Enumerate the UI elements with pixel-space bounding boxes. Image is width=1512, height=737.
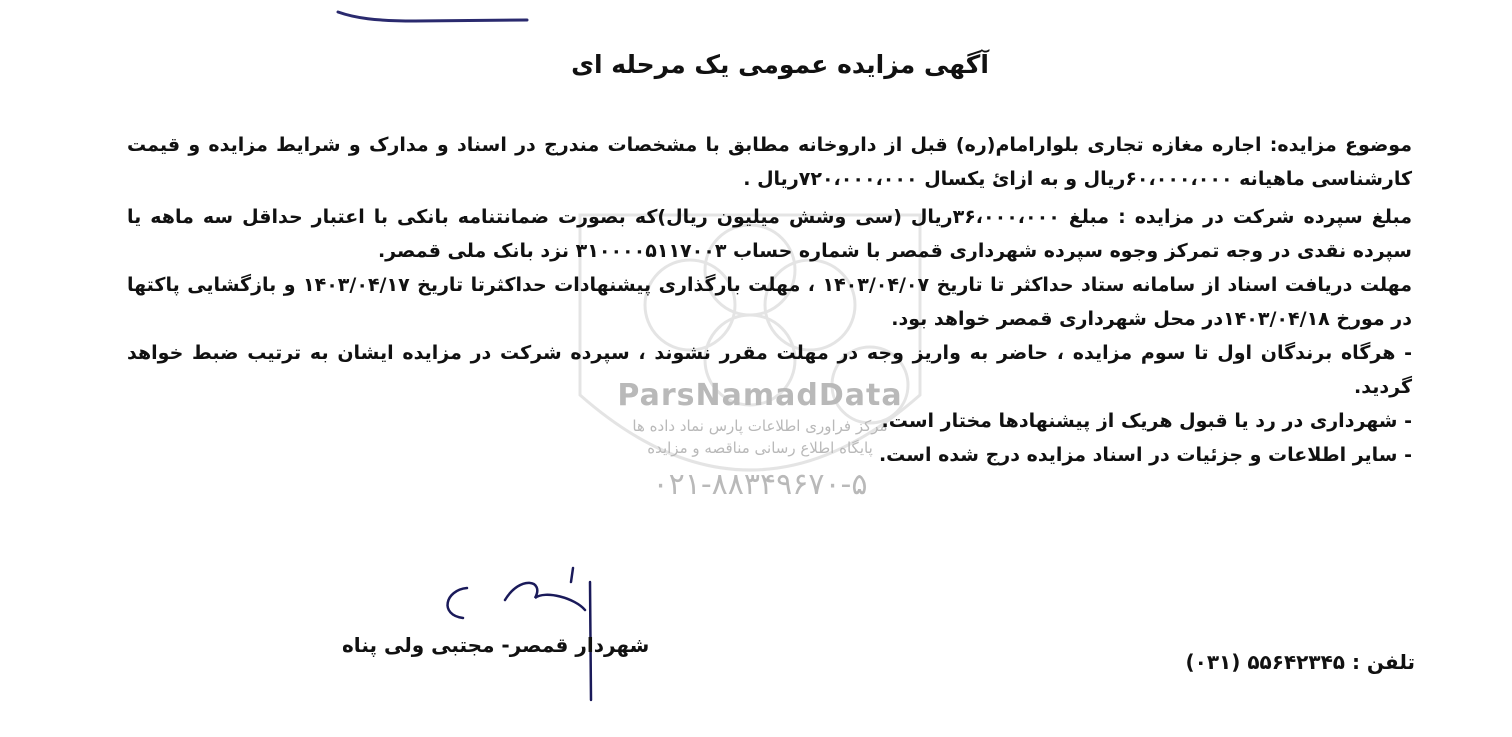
note-3: - سایر اطلاعات و جزئیات در اسناد مزایده درج شده است. [878,444,1412,466]
subject-paragraph [127,128,1412,196]
deadline-paragraph: مهلت دریافت اسناد از سامانه ستاد حداکثر تا تاریخ ۱۴۰۳/۰۴/۰۷ ، مهلت بارگذاری پیشنهادات حداکثرتا تاریخ ۱۴۰۳/۰۴/۱۷ و بازگشایی پاکتها در مورخ ۱۴۰۳/۰۴/۱۸در محل شهرداری قمصر خواهد بود. [127,274,1412,330]
subject-text: اجاره مغازه تجاری بلوارامام(ره) قبل از داروخانه مطابق با مشخصات مندرج در اسناد و مدارک و شرایط مزایده و قیمت کارشناسی ماهیانه ۶۰،۰۰۰،۰۰۰ریال و به ازائ یکسال ۷۲۰،۰۰۰،۰۰۰ریال . [127,134,1412,190]
deposit-text: مبلغ ۳۶،۰۰۰،۰۰۰ریال (سی وشش میلیون ریال)که بصورت ضمانتنامه بانکی با اعتبار حداقل سه ماهه یا سپرده نقدی در وجه تمرکز وجوه سپرده شهرداری قمصر با شماره حساب ۳۱۰۰۰۰۵۱۱۷۰۰۳ نزد بانک ملی قمصر. [127,206,1412,262]
watermark-brand: ParsNamadData [617,378,903,413]
deposit-label: مبلغ سپرده شرکت در مزایده : [1118,206,1412,228]
watermark-line-1: مرکز فراوری اطلاعات پارس نماد داده ها [632,417,888,435]
watermark-line-2: پایگاه اطلاع رسانی مناقصه و مزایده [647,439,873,457]
phone-number: تلفن : ۵۵۶۴۲۳۴۵ (۰۳۱) [1185,650,1415,674]
note-2: - شهرداری در رد یا قبول هریک از پیشنهادها مختار است. [881,410,1412,432]
deposit-paragraph [127,200,1412,268]
subject-label: موضوع مزایده: [1269,134,1412,156]
notice-title: آگهی مزایده عمومی یک مرحله ای [571,50,989,79]
watermark-phone: ۰۲۱-۸۸۳۴۹۶۷۰-۵ [652,467,868,502]
signature-name: شهردار قمصر- مجتبی ولی پناه [342,633,650,657]
pen-stroke-mark [335,4,530,28]
note-1: - هرگاه برندگان اول تا سوم مزایده ، حاضر به واریز وجه در مهلت مقرر نشوند ، سپرده شرکت در مزایده ایشان به ترتیب ضبط خواهد گردید. [127,342,1412,398]
notice-body [127,128,1412,472]
